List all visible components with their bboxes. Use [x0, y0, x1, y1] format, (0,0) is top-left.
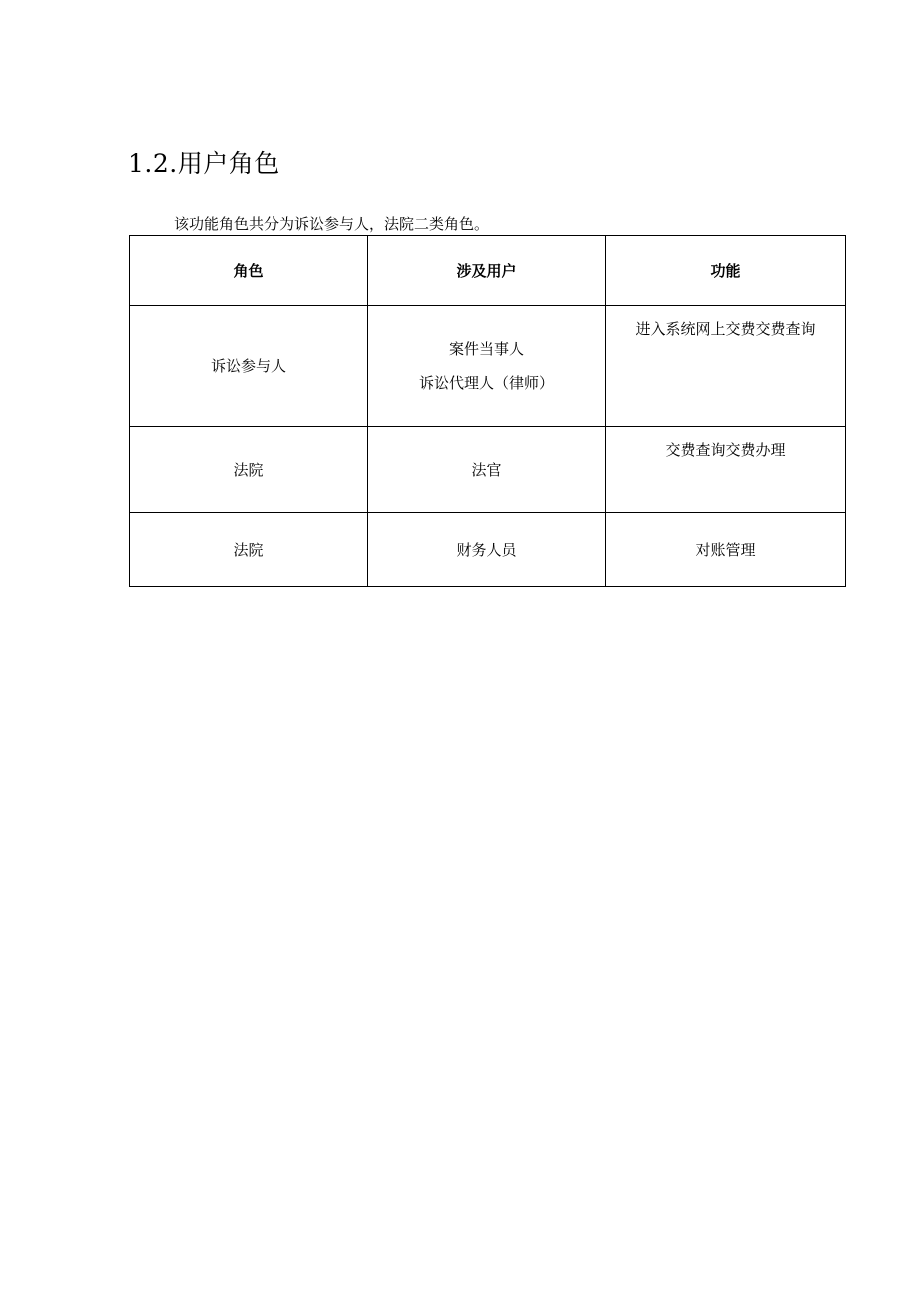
user-label: 诉讼代理人（律师）	[418, 374, 554, 392]
table-header-row	[130, 236, 846, 306]
column-header-function: 功能	[606, 236, 846, 306]
table-row	[130, 513, 846, 587]
table-row	[130, 306, 846, 427]
table-row	[130, 427, 846, 513]
role-cell: 法院	[130, 513, 368, 587]
function-cell: 交费查询交费办理	[606, 427, 846, 513]
users-cell	[368, 427, 606, 513]
user-label: 法官	[471, 460, 502, 479]
roles-table	[129, 235, 846, 587]
column-header-users: 涉及用户	[368, 236, 606, 306]
role-cell: 诉讼参与人	[130, 306, 368, 427]
users-cell	[368, 513, 606, 587]
user-label: 财务人员	[456, 540, 517, 559]
function-cell: 进入系统网上交费交费查询	[606, 306, 846, 427]
intro-paragraph: 该功能角色共分为诉讼参与人，法院二类角色。	[174, 215, 490, 233]
function-cell: 对账管理	[606, 513, 846, 587]
role-cell: 法院	[130, 427, 368, 513]
user-label: 案件当事人	[448, 340, 524, 358]
users-cell	[368, 306, 606, 427]
section-heading: 1.2.用户角色	[128, 149, 280, 178]
line-gap	[368, 360, 605, 372]
column-header-role: 角色	[130, 236, 368, 306]
